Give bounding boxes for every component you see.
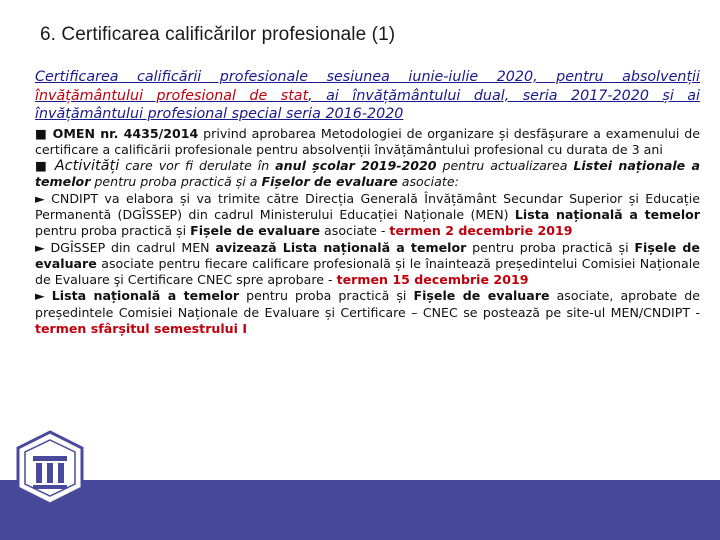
list-item-dgissep: ► DGÎSSEP din cadrul MEN avizează Lista națională a temelor pentru proba practică și Fișele de evaluare asociate pentru fiecare calificare profesională și le înaintează președintelui Comisiei Naționale de Evaluare şi Certificare CNEC spre aprobare - termen 15 decembrie 2019 bbox=[35, 239, 700, 288]
list-item-cndipt: ► CNDIPT va elabora și va trimite către Direcția Generală Învățământ Secundar Superior și Educație Permanentă (DGÎSSEP) din cadrul Ministerului Educației Naționale (MEN) Lista națională a temelor pentru proba practică și Fișele de evaluare asociate - termen 2 decembrie 2019 bbox=[35, 190, 700, 239]
section-heading: Certificarea calificării profesionale sesiunea iunie-iulie 2020, pentru absolvenții învățământului profesional de stat, ai învățământului dual, seria 2017-2020 și ai învățământului profesional special seria 2016-2020 bbox=[35, 69, 700, 122]
activities-paragraph: ■ Activități care vor fi derulate în anul școlar 2019-2020 pentru actualizarea Listei naționale a temelor pentru proba practică și a Fișelor de evaluare asociate: bbox=[35, 158, 700, 190]
institution-logo-icon bbox=[14, 430, 86, 506]
square-bullet-icon: ■ bbox=[35, 158, 49, 174]
arrow-bullet-icon: ► bbox=[35, 190, 45, 206]
list-item-publish: ► Lista națională a temelor pentru proba practică și Fișele de evaluare asociate, aprobate de președintele Comisiei Naționale de Evaluare și Certificare – CNEC se postează pe site-ul MEN/CNDIPT - termen sfârșitul semestrului I bbox=[35, 288, 700, 337]
footer-bar bbox=[0, 480, 720, 540]
slide-content bbox=[35, 68, 700, 337]
arrow-bullet-icon: ► bbox=[35, 288, 45, 304]
deadline-text: termen 2 decembrie 2019 bbox=[389, 223, 573, 239]
deadline-text: termen 15 decembrie 2019 bbox=[336, 272, 529, 288]
arrow-bullet-icon: ► bbox=[35, 239, 45, 255]
omen-paragraph: ■ OMEN nr. 4435/2014 privind aprobarea Metodologiei de organizare și desfășurare a examenului de certificare a calificării profesionale pentru absolvenții învățământului profesional cu durata de 3 ani bbox=[35, 125, 701, 157]
deadline-text: termen sfârșitul semestrului I bbox=[35, 321, 248, 337]
slide-title: 6. Certificarea calificărilor profesionale (1) bbox=[40, 24, 396, 45]
square-bullet-icon: ■ bbox=[35, 125, 48, 141]
